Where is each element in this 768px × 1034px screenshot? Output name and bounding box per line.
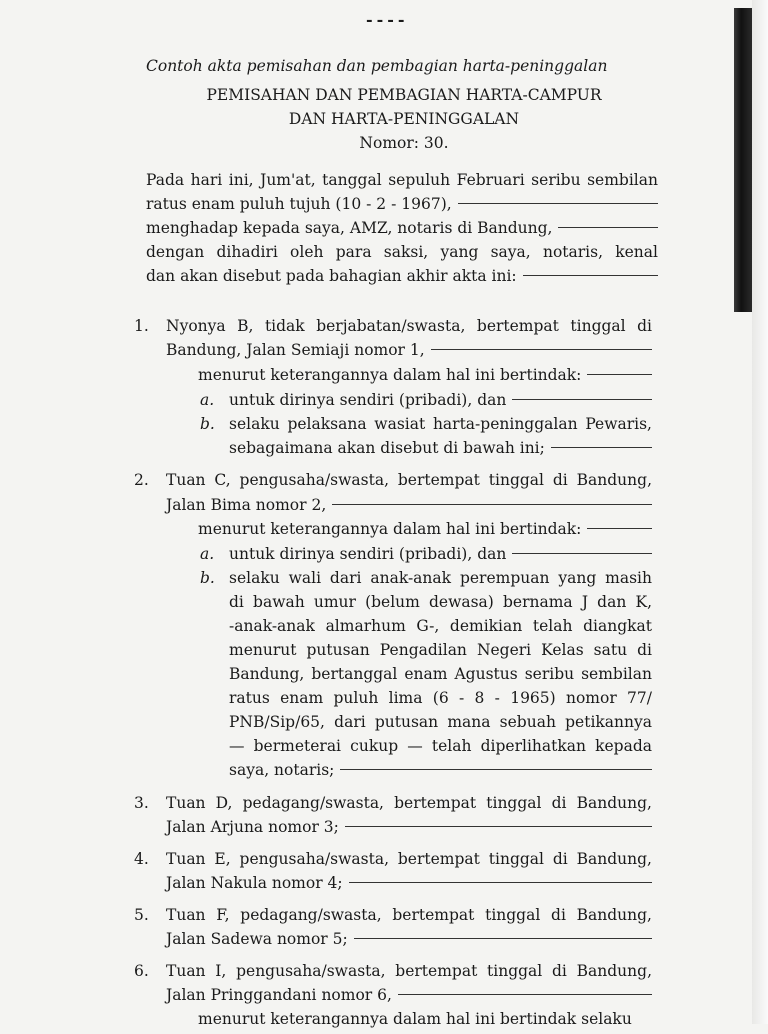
title-line-1: PEMISAHAN DAN PEMBAGIAN HARTA-CAMPUR xyxy=(206,86,602,104)
sub-line: PNB/Sip/65, dari putusan mana sebuah petikannya xyxy=(229,713,652,731)
sub-line: untuk dirinya sendiri (pribadi), dan xyxy=(229,391,652,415)
intro-line: menghadap kepada saya, AMZ, notaris di Bandung, xyxy=(146,219,658,243)
sub-line: ratus enam puluh lima (6 - 8 - 1965) nomor 77/ xyxy=(229,689,652,707)
item-number: 5. xyxy=(134,906,149,924)
item-number: 1. xyxy=(134,317,149,335)
item-line: Jalan Pringgandani nomor 6, xyxy=(166,986,652,1010)
acting-line: menurut keterangannya dalam hal ini bertindak selaku xyxy=(198,1010,632,1028)
intro-line: dan akan disebut pada bahagian akhir akta ini: xyxy=(146,267,658,291)
sub-letter: a. xyxy=(200,545,215,563)
item-line: Jalan Arjuna nomor 3; xyxy=(166,818,652,842)
sub-letter: b. xyxy=(200,415,215,433)
sub-line: selaku wali dari anak-anak perempuan yang masih xyxy=(229,569,652,587)
header-caption: Contoh akta pemisahan dan pembagian harta-peninggalan xyxy=(146,57,608,75)
item-number: 4. xyxy=(134,850,149,868)
intro-line: dengan dihadiri oleh para saksi, yang saya, notaris, kenal xyxy=(146,243,658,261)
deed-number: Nomor: 30. xyxy=(359,134,449,152)
sub-line: untuk dirinya sendiri (pribadi), dan xyxy=(229,545,652,569)
sub-line: selaku pelaksana wasiat harta-peninggalan Pewaris, xyxy=(229,415,652,433)
sub-letter: a. xyxy=(200,391,215,409)
acting-line: menurut keterangannya dalam hal ini bertindak: xyxy=(198,520,652,544)
scan-binding-shadow xyxy=(734,8,752,312)
sub-line: -anak-anak almarhum G-, demikian telah diangkat xyxy=(229,617,652,635)
item-line: Jalan Bima nomor 2, xyxy=(166,496,652,520)
sub-line: — bermeterai cukup — telah diperlihatkan kepada xyxy=(229,737,652,755)
item-line: Tuan C, pengusaha/swasta, bertempat tinggal di Bandung, xyxy=(166,471,652,489)
item-line: Tuan I, pengusaha/swasta, bertempat tinggal di Bandung, xyxy=(166,962,652,980)
item-number: 6. xyxy=(134,962,149,980)
sub-line: di bawah umur (belum dewasa) bernama J dan K, xyxy=(229,593,652,611)
sub-line: saya, notaris; xyxy=(229,761,652,785)
item-number: 3. xyxy=(134,794,149,812)
item-line: Tuan D, pedagang/swasta, bertempat tinggal di Bandung, xyxy=(166,794,652,812)
item-line: Bandung, Jalan Semiaji nomor 1, xyxy=(166,341,652,365)
item-line: Tuan F, pedagang/swasta, bertempat tinggal di Bandung, xyxy=(166,906,652,924)
sub-letter: b. xyxy=(200,569,215,587)
item-line: Nyonya B, tidak berjabatan/swasta, bertempat tinggal di xyxy=(166,317,652,335)
intro-line: Pada hari ini, Jum'at, tanggal sepuluh Februari seribu sembilan xyxy=(146,171,658,189)
top-mark: ---- xyxy=(366,10,409,29)
sub-line: menurut putusan Pengadilan Negeri Kelas satu di xyxy=(229,641,652,659)
intro-line: ratus enam puluh tujuh (10 - 2 - 1967), xyxy=(146,195,658,219)
item-line: Tuan E, pengusaha/swasta, bertempat tinggal di Bandung, xyxy=(166,850,652,868)
acting-line: menurut keterangannya dalam hal ini bertindak: xyxy=(198,366,652,390)
sub-line: sebagaimana akan disebut di bawah ini; xyxy=(229,439,652,463)
title-line-2: DAN HARTA-PENINGGALAN xyxy=(288,110,520,128)
scan-edge xyxy=(752,0,768,1024)
item-line: Jalan Nakula nomor 4; xyxy=(166,874,652,898)
item-number: 2. xyxy=(134,471,149,489)
item-line: Jalan Sadewa nomor 5; xyxy=(166,930,652,954)
sub-line: Bandung, bertanggal enam Agustus seribu sembilan xyxy=(229,665,652,683)
